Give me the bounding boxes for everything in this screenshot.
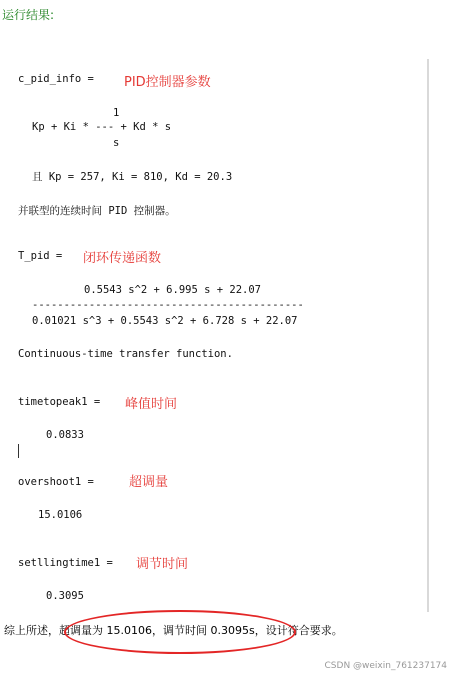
summary-text: 综上所述，超调量为 15.0106，调节时间 0.3095s，设计符合要求。 <box>4 624 343 637</box>
numerator-one: 1 <box>113 107 120 119</box>
watermark: CSDN @weixin_761237174 <box>324 661 447 671</box>
annotation-overshoot: 超调量 <box>129 475 169 490</box>
highlight-ellipse <box>64 610 296 654</box>
panel-scrollbar-track <box>427 59 429 612</box>
overshoot-label: overshoot1 = <box>18 476 94 488</box>
annotation-closed-loop-tf: 闭环传递函数 <box>83 251 162 266</box>
annotation-settling-time: 调节时间 <box>136 557 189 572</box>
settling-value: 0.3095 <box>46 590 84 602</box>
annotation-peak-time: 峰值时间 <box>125 397 178 412</box>
denominator-s: s <box>113 137 120 149</box>
pid-params-line: 且 Kp = 257, Ki = 810, Kd = 20.3 <box>32 171 233 183</box>
tpid-label: T_pid = <box>18 250 63 262</box>
cpid-label: c_pid_info = <box>18 73 94 85</box>
overshoot-value: 15.0106 <box>38 509 83 521</box>
controller-description: 并联型的连续时间 PID 控制器。 <box>18 205 176 217</box>
controller-expression: Kp + Ki * --- + Kd * s <box>32 121 172 133</box>
tf-numerator: 0.5543 s^2 + 6.995 s + 22.07 <box>84 284 262 296</box>
tf-divider: ------------------------------------------- <box>32 299 304 311</box>
matlab-output-panel <box>8 57 434 615</box>
tf-denominator: 0.01021 s^3 + 0.5543 s^2 + 6.728 s + 22.07 <box>32 315 298 327</box>
peak-label: timetopeak1 = <box>18 396 101 408</box>
tf-description: Continuous-time transfer function. <box>18 348 233 360</box>
section-heading: 运行结果: <box>2 8 55 22</box>
text-cursor <box>18 444 19 458</box>
annotation-pid-params: PID控制器参数 <box>124 75 211 90</box>
peak-value: 0.0833 <box>46 429 84 441</box>
settling-label: setllingtime1 = <box>18 557 113 569</box>
